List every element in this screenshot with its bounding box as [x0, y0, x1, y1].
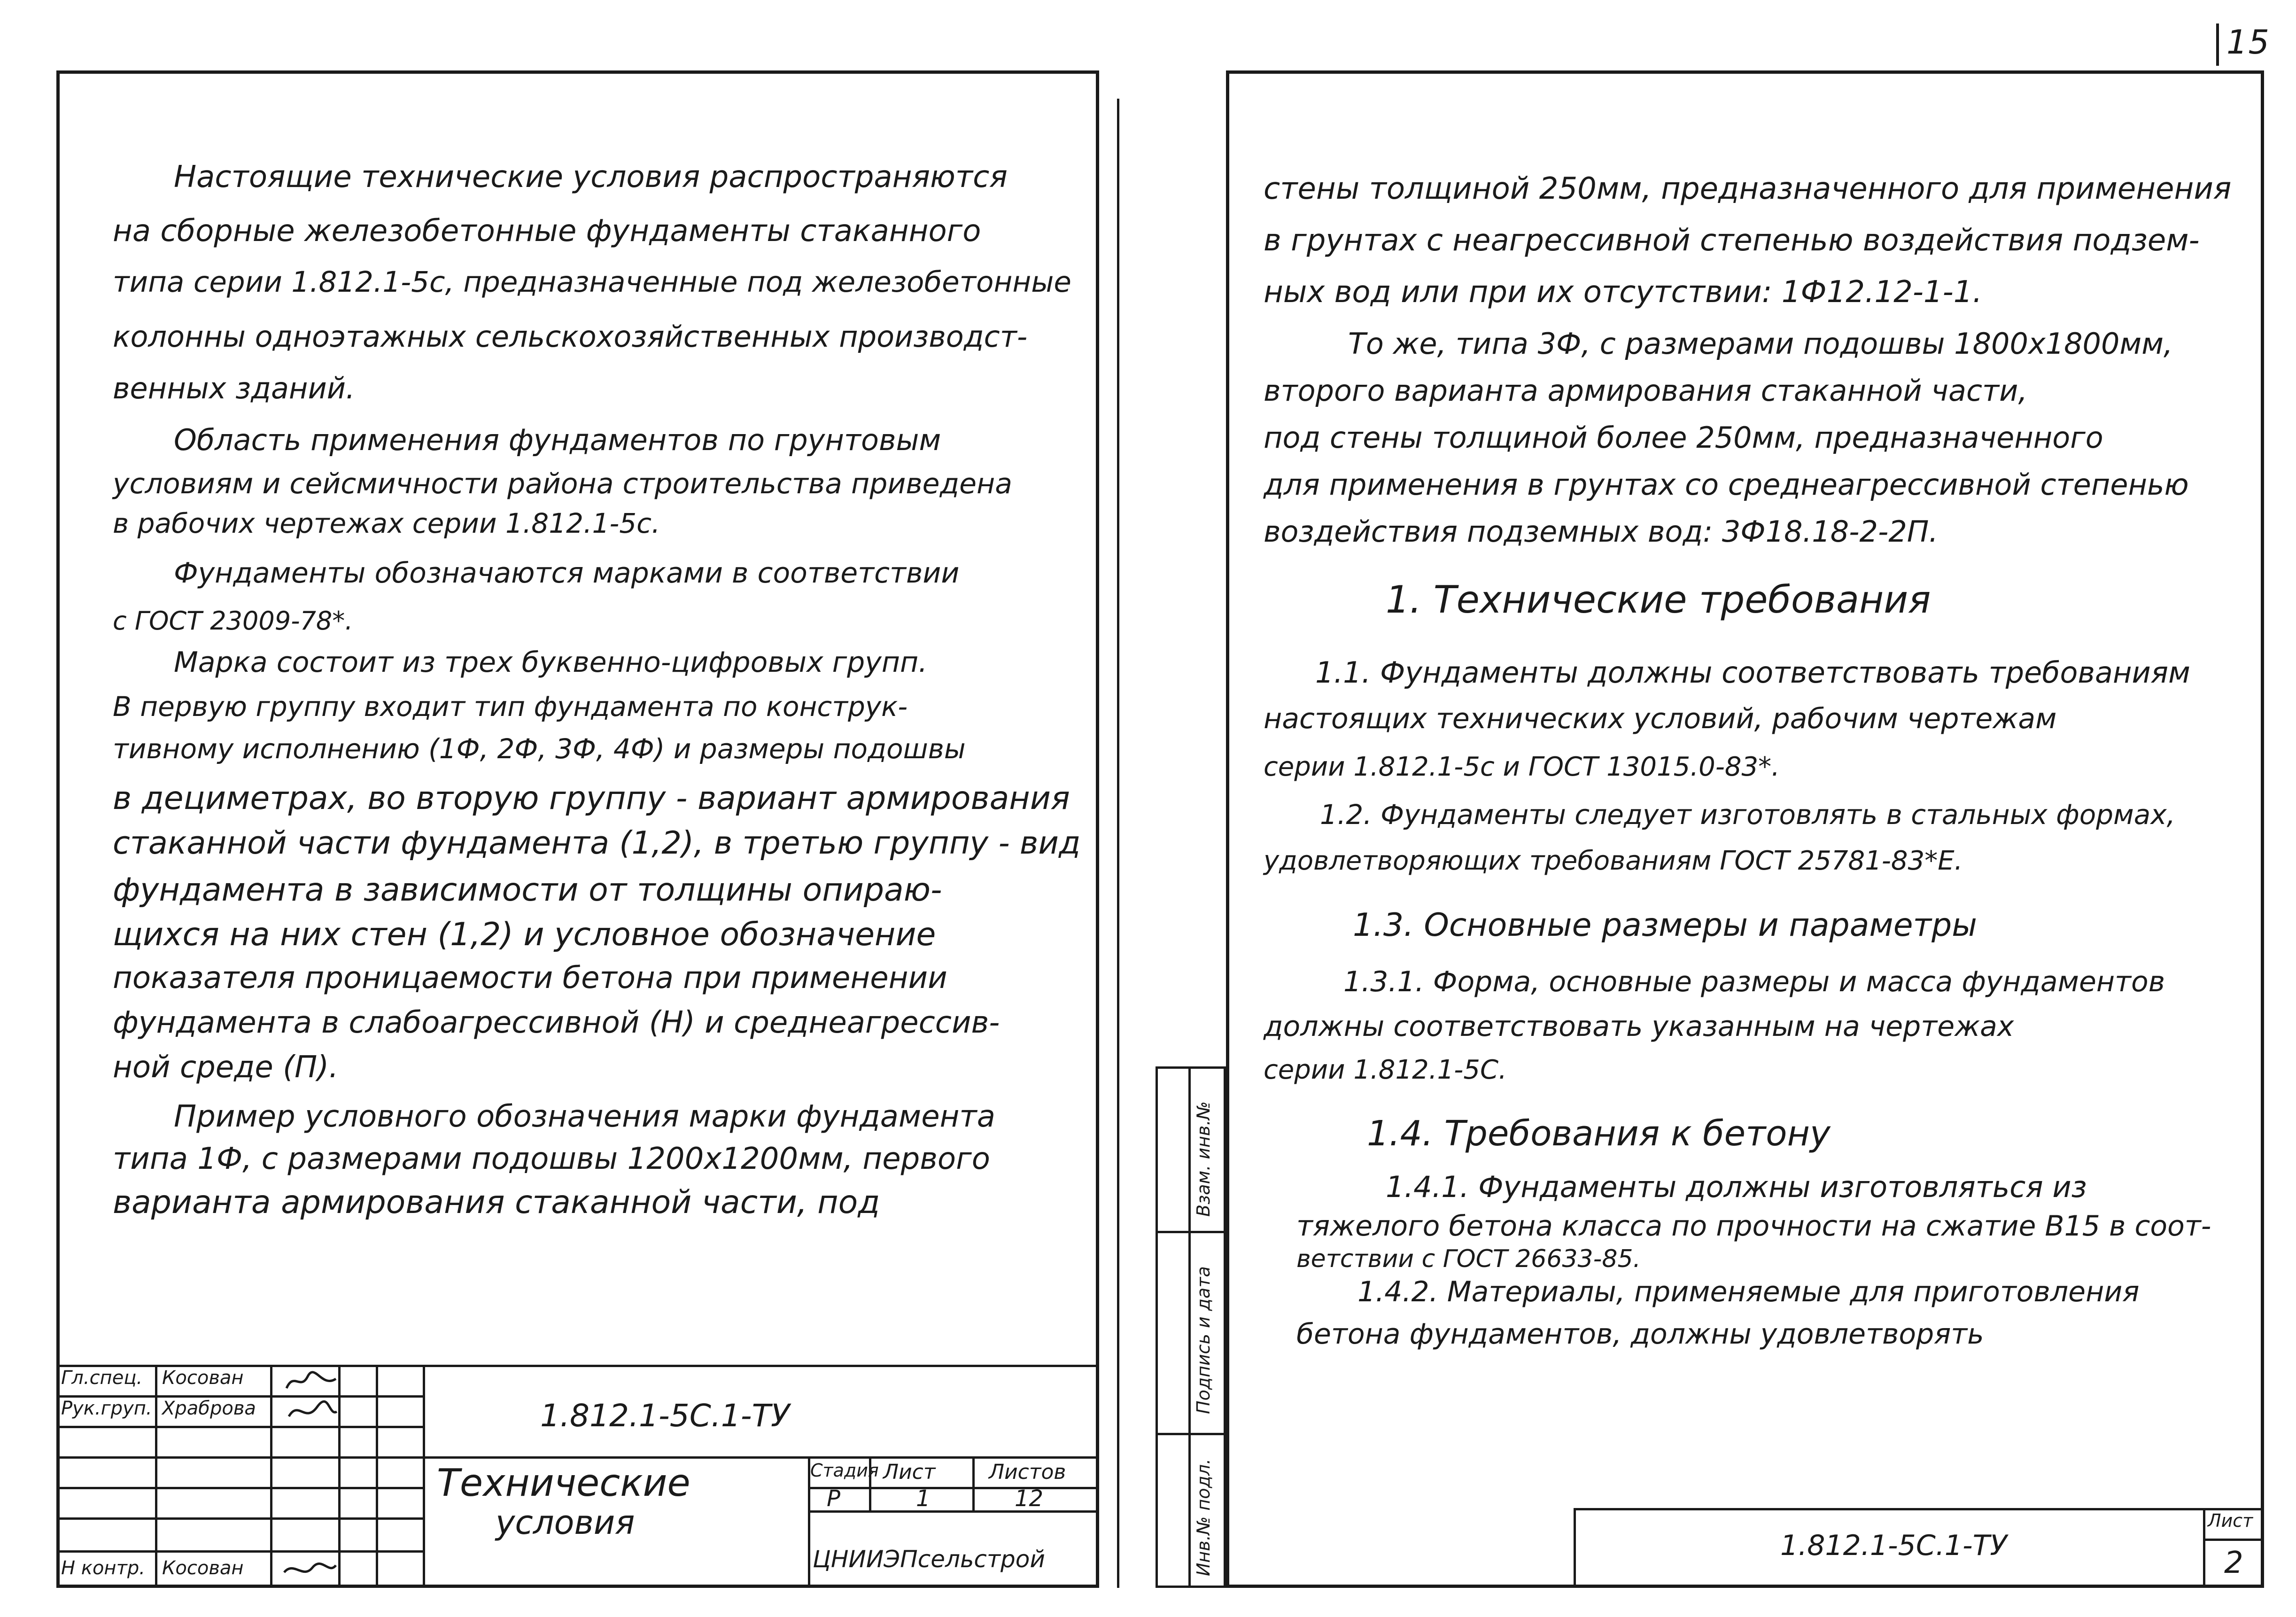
right-page-line-21: тяжелого бетона класса по прочности на сжатие В15 в соот-	[1296, 1210, 2211, 1243]
tb-sheet-header: Лист	[883, 1460, 936, 1484]
tb-row-line-6	[56, 1550, 423, 1553]
right-page-line-7: для применения в грунтах со среднеагрессивной степенью	[1264, 467, 2189, 502]
left-page-line-23: варианта армирования стаканной части, под	[113, 1184, 880, 1221]
tb-vline-2	[270, 1365, 272, 1588]
tb-name-2: Храброва	[162, 1398, 256, 1419]
left-page-line-14: в дециметрах, во вторую группу - вариант армирования	[113, 780, 1070, 817]
left-page-line-13: тивному исполнению (1Ф, 2Ф, 3Ф, 4Ф) и размеры подошвы	[113, 733, 966, 765]
side-stamp-hline-1	[1156, 1231, 1226, 1233]
tb-row-line-5	[56, 1517, 423, 1520]
right-page-line-5: второго варианта армирования стаканной части,	[1264, 373, 2028, 408]
right-page-line-6: под стены толщиной более 250мм, предназначенного	[1264, 420, 2103, 455]
right-page-line-16: 1.3.1. Форма, основные размеры и масса фундаментов	[1343, 965, 2165, 998]
tb-role-1: Гл.спец.	[61, 1367, 143, 1389]
footer-designation: 1.812.1-5С.1-ТУ	[1780, 1529, 2007, 1562]
footer-sheet-number: 2	[2224, 1546, 2243, 1580]
right-page-line-18: серии 1.812.1-5С.	[1264, 1055, 1507, 1085]
left-page-line-17: щихся на них стен (1,2) и условное обозначение	[113, 916, 936, 953]
tb-vline-1	[155, 1365, 157, 1588]
tb-role-2: Рук.груп.	[61, 1398, 152, 1419]
left-page-line-21: Пример условного обозначения марки фундамента	[174, 1099, 995, 1134]
right-page-line-13: 1.2. Фундаменты следует изготовлять в стальных формах,	[1320, 799, 2176, 831]
side-stamp-cell-3: Инв.№ подл.	[1193, 1458, 1214, 1576]
right-page-line-2: в грунтах с неагрессивной степенью воздействия подзем-	[1264, 223, 2200, 258]
tb-organization: ЦНИИЭПсельстрой	[813, 1546, 1045, 1573]
right-page-line-22: ветствии с ГОСТ 26633-85.	[1296, 1245, 1641, 1273]
right-page-line-14: удовлетворяющих требованиям ГОСТ 25781-83*Е.	[1264, 846, 1963, 876]
tb-stage-hline-1	[808, 1487, 1099, 1489]
page-number: 15	[2226, 23, 2271, 62]
tb-designation: 1.812.1-5С.1-ТУ	[540, 1398, 790, 1434]
page-number-divider	[2216, 23, 2219, 66]
left-page-line-4: колонны одноэтажных сельскохозяйственных производст-	[113, 319, 1028, 354]
left-page-line-8: в рабочих чертежах серии 1.812.1-5с.	[113, 507, 660, 539]
left-page-line-5: венных зданий.	[113, 371, 355, 405]
right-page-line-11: настоящих технических условий, рабочим чертежам	[1264, 702, 2057, 735]
footer-left-line	[1574, 1508, 1576, 1588]
footer-sheet-line	[2203, 1539, 2264, 1541]
side-stamp-vline	[1188, 1066, 1191, 1588]
side-stamp-hline-2	[1156, 1433, 1226, 1435]
right-page-line-8: воздействия подземных вод: 3Ф18.18-2-2П.	[1264, 514, 1939, 549]
footer-sheet-label: Лист	[2208, 1510, 2253, 1531]
right-page-line-23: 1.4.2. Материалы, применяемые для приготовления	[1357, 1275, 2140, 1308]
side-stamp-frame	[1156, 1066, 1226, 1588]
right-page-line-19: 1.4. Требования к бетону	[1367, 1113, 1831, 1154]
left-page-line-11: Марка состоит из трех буквенно-цифровых групп.	[174, 646, 928, 679]
left-page-line-10: с ГОСТ 23009-78*.	[113, 606, 353, 636]
tb-name-7: Косован	[162, 1557, 244, 1579]
tb-stage-value: Р	[827, 1485, 840, 1512]
left-page-line-15: стаканной части фундамента (1,2), в третью группу - вид	[113, 824, 1081, 861]
right-page-line-12: серии 1.812.1-5с и ГОСТ 13015.0-83*.	[1264, 752, 1780, 782]
left-page-line-22: типа 1Ф, с размерами подошвы 1200х1200мм, первого	[113, 1142, 990, 1176]
left-page-line-1: Настоящие технические условия распространяются	[174, 160, 1008, 194]
tb-vline-4	[376, 1365, 378, 1588]
side-stamp-cell-1: Взам. инв.№	[1193, 1101, 1214, 1217]
footer-top-line	[1574, 1508, 2264, 1510]
tb-role-7: Н контр.	[61, 1557, 145, 1579]
right-page-line-20: 1.4.1. Фундаменты должны изготовляться из	[1386, 1170, 2087, 1204]
left-page-line-16: фундамента в зависимости от толщины опираю-	[113, 871, 942, 909]
right-page-line-24: бетона фундаментов, должны удовлетворять	[1296, 1318, 1984, 1351]
right-page-line-10: 1.1. Фундаменты должны соответствовать требованиям	[1315, 655, 2190, 690]
right-page-line-9: 1. Технические требования	[1386, 578, 1931, 622]
tb-stage-hline-2	[808, 1510, 1099, 1513]
tb-stage-header: Стадия	[810, 1460, 879, 1481]
signature-1-icon	[284, 1367, 341, 1395]
tb-doc-title-2: условия	[496, 1503, 635, 1542]
tb-row-line-3	[56, 1456, 1099, 1459]
right-page-line-17: должны соответствовать указанным на чертежах	[1264, 1010, 2014, 1043]
tb-sheet-value: 1	[916, 1485, 931, 1512]
left-page-line-12: В первую группу входит тип фундамента по конструк-	[113, 691, 908, 723]
tb-sheets-value: 12	[1015, 1485, 1044, 1512]
tb-row-line-2	[56, 1426, 423, 1428]
left-page-line-6: Область применения фундаментов по грунтовым	[174, 423, 941, 457]
tb-vline-5	[423, 1365, 425, 1588]
left-page-line-20: ной среде (П).	[113, 1050, 339, 1085]
tb-doc-title-1: Технические	[437, 1461, 690, 1505]
tb-sheets-header: Листов	[989, 1460, 1066, 1484]
signature-3-icon	[282, 1556, 338, 1584]
left-page-line-2: на сборные железобетонные фундаменты стаканного	[113, 214, 981, 249]
signature-2-icon	[284, 1398, 341, 1426]
right-page-line-3: ных вод или при их отсутствии: 1Ф12.12-1-1.	[1264, 275, 1982, 310]
left-page-line-9: Фундаменты обозначаются марками в соответствии	[174, 557, 960, 590]
tb-stage-vline-3	[972, 1456, 975, 1510]
left-page-line-19: фундамента в слабоагрессивной (Н) и среднеагрессив-	[113, 1005, 1000, 1040]
tb-name-1: Косован	[162, 1367, 244, 1389]
side-stamp-cell-2: Подпись и дата	[1193, 1266, 1214, 1414]
left-page-line-3: типа серии 1.812.1-5с, предназначенные под железобетонные	[113, 265, 1071, 299]
right-page-line-1: стены толщиной 250мм, предназначенного для применения	[1264, 171, 2232, 206]
left-page-line-7: условиям и сейсмичности района строительства приведена	[113, 467, 1012, 500]
tb-row-line-4	[56, 1487, 423, 1489]
right-page-line-15: 1.3. Основные размеры и параметры	[1353, 907, 1977, 944]
binding-line	[1117, 99, 1119, 1588]
right-page-line-4: То же, типа 3Ф, с размерами подошвы 1800х1800мм,	[1348, 327, 2173, 361]
footer-right-line	[2203, 1508, 2205, 1588]
left-page-line-18: показателя проницаемости бетона при применении	[113, 961, 947, 995]
